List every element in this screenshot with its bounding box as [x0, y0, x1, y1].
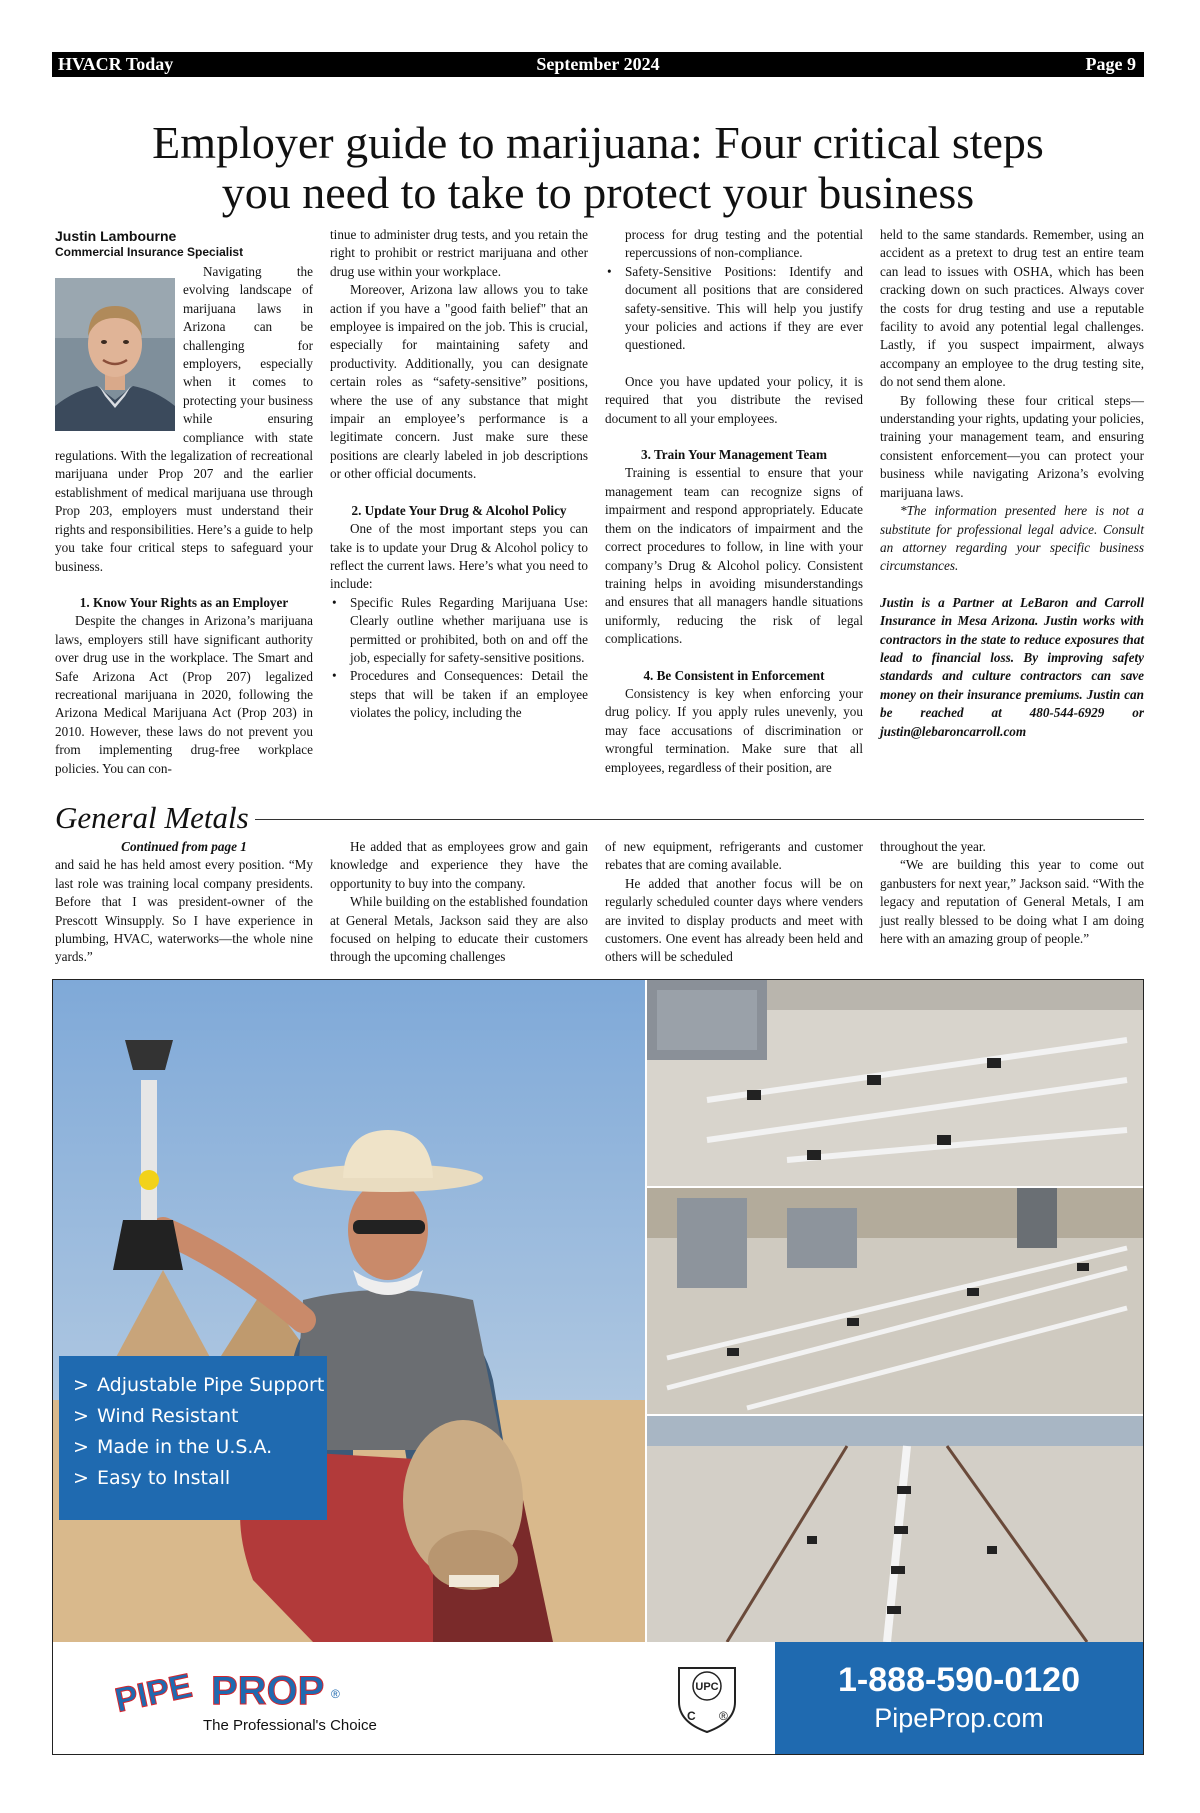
ad-website: PipeProp.com	[874, 1703, 1044, 1733]
gm-column-3	[605, 838, 863, 967]
rooftop-pipes-illustration-3	[647, 1416, 1143, 1642]
pipeprop-logo	[115, 1654, 395, 1750]
upc-badge-icon	[673, 1662, 741, 1736]
masthead-publication: HVACR Today	[58, 54, 174, 74]
headline-line-1: Employer guide to marijuana: Four critical steps	[152, 117, 1044, 168]
chevron-right-icon: >	[73, 1436, 89, 1458]
article-paragraph: One of the most important steps you can take is to update your Drug & Alcohol policy to reflect the current laws. Here’s what you need to include:	[330, 521, 588, 592]
list-item	[605, 226, 863, 263]
chevron-right-icon: >	[73, 1405, 89, 1427]
feature-item	[73, 1463, 327, 1494]
byline	[55, 228, 243, 260]
author-title: Commercial Insurance Specialist	[55, 245, 244, 259]
article-paragraph: By following these four critical steps—understanding your rights, updating your policies, training your management team, and ensuring consistent enforcement—you can protect your business while navigating Arizona’s evolving marijuana laws.	[880, 392, 1144, 500]
section-heading-4: 4. Be Consistent in Enforcement	[643, 667, 825, 683]
gm-paragraph: He added that as employees grow and gain knowledge and experience they have the opportunity to buy into the company.	[330, 839, 588, 891]
chevron-right-icon: >	[73, 1374, 89, 1396]
upc-r-text: ®	[719, 1709, 728, 1723]
ad-contact-panel	[775, 1642, 1143, 1754]
article-paragraph: Despite the changes in Arizona’s marijuana laws, employers still have significant authority over drug use in the workplace. The Smart and Safe Arizona Act (Prop 207) legalized recreational marijuana in 2020, following the Arizona Medical Marijuana Act (Prop 203) in 2010. However, these laws do not prevent you from implementing drug-free workplace policies. You can con-	[55, 613, 313, 776]
ad-photo-rooftop-2	[647, 1188, 1143, 1414]
gm-column-4	[880, 838, 1144, 948]
article-headline	[52, 118, 1144, 218]
article-paragraph: tinue to administer drug tests, and you retain the right to prohibit or restrict marijuana and other drug use within your workplace.	[330, 227, 588, 279]
article-paragraph: Training is essential to ensure that your management team can recognize signs of impairment and respond appropriately. Educate them on the indicators of impairment and the correct procedures to follow, in line with your company’s Drug & Alcohol policy. Consistent training helps in avoiding misunderstandings and ensures that all managers handle situations uniformly, reducing the risk of legal complications.	[605, 465, 863, 647]
author-name: Justin Lambourne	[55, 228, 177, 244]
chevron-right-icon: >	[73, 1467, 89, 1489]
headline-line-2: you need to take to protect your business	[221, 167, 975, 218]
section-heading-2: 2. Update Your Drug & Alcohol Policy	[351, 502, 567, 518]
gm-paragraph: and said he has held amost every position. “My last role was training local company presidents. Before that I was president-owner of the Prescott Winsupply. So I have experience in plumbing, HVAC, waterworks—the whole nine yards.”	[55, 857, 313, 965]
ad-photo-camel-rider	[53, 980, 645, 1642]
logo-pipe-text: PIPE	[115, 1666, 196, 1720]
article-paragraph: Consistency is key when enforcing your drug policy. If you apply rules unevenly, you may face accusations of discrimination or wrongful termination. Make sure that all employees, regardless of their position, are	[605, 685, 863, 775]
registered-mark: ®	[331, 1687, 340, 1701]
legal-disclaimer: *The information presented here is not a substitute for professional legal advice. Consult an attorney regarding your specific business circumstances.	[880, 503, 1144, 574]
ad-phone-number: 1-888-590-0120	[838, 1661, 1080, 1699]
logo-prop-text: PROP	[211, 1669, 325, 1713]
gm-paragraph: He added that another focus will be on regularly scheduled counter days where venders are invited to display products and meet with customers. One event has already been held and others will be scheduled	[605, 875, 863, 965]
ad-photo-rooftop-3	[647, 1416, 1143, 1642]
list-item: • Specific Rules Regarding Marijuana Use: Clearly outline whether marijuana use is permitted or prohibited, both on and off the job, especially for safety-sensitive positions.	[330, 594, 588, 668]
rooftop-pipes-illustration-2	[647, 1188, 1143, 1414]
masthead-page: Page 9	[1085, 54, 1136, 74]
gm-column-2	[330, 838, 588, 967]
feature-label: Wind Resistant	[97, 1405, 239, 1427]
ad-photo-rooftop-1	[647, 980, 1143, 1186]
ad-tagline: The Professional's Choice	[203, 1717, 377, 1734]
article-column-3	[605, 226, 863, 777]
list-item: • Procedures and Consequences: Detail the steps that will be taken if an employee violates the policy, including the	[330, 667, 588, 722]
upc-text: UPC	[695, 1681, 719, 1693]
article-paragraph: Once you have updated your policy, it is required that you distribute the revised document to all your employees.	[605, 373, 863, 426]
upc-c-text: C	[687, 1709, 696, 1723]
feature-item	[73, 1401, 327, 1432]
article-intro: Navigating the evolving landscape of marijuana laws in Arizona can be challenging for employers, especially when it comes to protecting your business while ensuring compliance with state regulations. With the legalization of recreational marijuana under Prop 207 and the earlier establishment of medical marijuana use through Prop 203, employers must understand their rights and responsibilities. Here’s a guide to help you take four critical steps to safeguard your business.	[55, 264, 313, 574]
policy-list	[330, 594, 588, 723]
article-paragraph: held to the same standards. Remember, using an accident as a pretext to drug test an entire team can lead to issues with OSHA, which has been cracking down on such practices. Always cover the costs for drug testing and use a reputable facility to avoid any potential legal challenges. Lastly, if you suspect impairment, always accompany an employee to the drug testing site, do not send them alone.	[880, 227, 1144, 390]
gm-paragraph: throughout the year.	[880, 839, 986, 854]
ad-footer	[53, 1642, 1143, 1754]
author-bio: Justin is a Partner at LeBaron and Carroll Insurance in Mesa Arizona. Justin works with contractors in the state to reduce exposures that lead to financial loss. By improving safety standards and culture contractors can save money on their insurance premiums. Justin can be reached at 480-544-6929 or justin@lebaroncarroll.com	[880, 594, 1144, 739]
gm-column-1	[55, 838, 313, 967]
upc-certification-badge	[673, 1662, 741, 1736]
policy-list-continued	[605, 226, 863, 355]
continued-note: Continued from page 1	[121, 839, 247, 854]
feature-item	[73, 1432, 327, 1463]
gm-paragraph: “We are building this year to come out ganbusters for next year,” Jackson said. “With the legacy and reputation of General Metals, I am just really blessed to be doing what I am doing here with an amazing group of people.”	[880, 857, 1144, 947]
feature-item	[73, 1370, 327, 1401]
general-metals-title: General Metals	[55, 800, 255, 836]
masthead	[52, 52, 1144, 77]
article-paragraph: Moreover, Arizona law allows you to take action if you have a "good faith belief" that an employee is impaired on the job. This is crucial, especially for maintaining safety and productivity. Additionally, you can designate certain roles as “safety-sensitive” positions, where the use of any substance that might impair an employee’s performance is a legitimate concern. Just make sure these positions are clearly labeled in job descriptions or other official documents.	[330, 282, 588, 482]
rooftop-pipes-illustration-1	[647, 980, 1143, 1186]
feature-label: Adjustable Pipe Support	[97, 1374, 325, 1396]
article-column-1	[55, 263, 313, 778]
general-metals-header	[55, 800, 1144, 836]
pipeprop-logo-mark	[115, 1654, 395, 1724]
list-item: • Safety-Sensitive Positions: Identify and document all positions that are considered safety-sensitive. This will help you justify your policies and actions if they are ever questioned.	[605, 263, 863, 355]
feature-label: Made in the U.S.A.	[97, 1436, 273, 1458]
masthead-date: September 2024	[536, 54, 660, 74]
list-item-text: process for drug testing and the potential repercussions of non-compliance.	[625, 227, 863, 261]
camel-rider-illustration	[53, 980, 645, 1642]
pipeprop-advertisement	[52, 979, 1144, 1755]
section-heading-3: 3. Train Your Management Team	[641, 447, 827, 463]
feature-label: Easy to Install	[97, 1467, 231, 1489]
feature-list	[59, 1356, 327, 1520]
article-column-4	[880, 226, 1144, 741]
section-heading-1: 1. Know Your Rights as an Employer	[79, 594, 289, 610]
article-column-2	[330, 226, 588, 723]
gm-paragraph: While building on the established foundation at General Metals, Jackson said they are also focused on helping to educate their customers through the upcoming challenges	[330, 894, 588, 965]
gm-paragraph: of new equipment, refrigerants and customer rebates that are coming available.	[605, 839, 863, 873]
